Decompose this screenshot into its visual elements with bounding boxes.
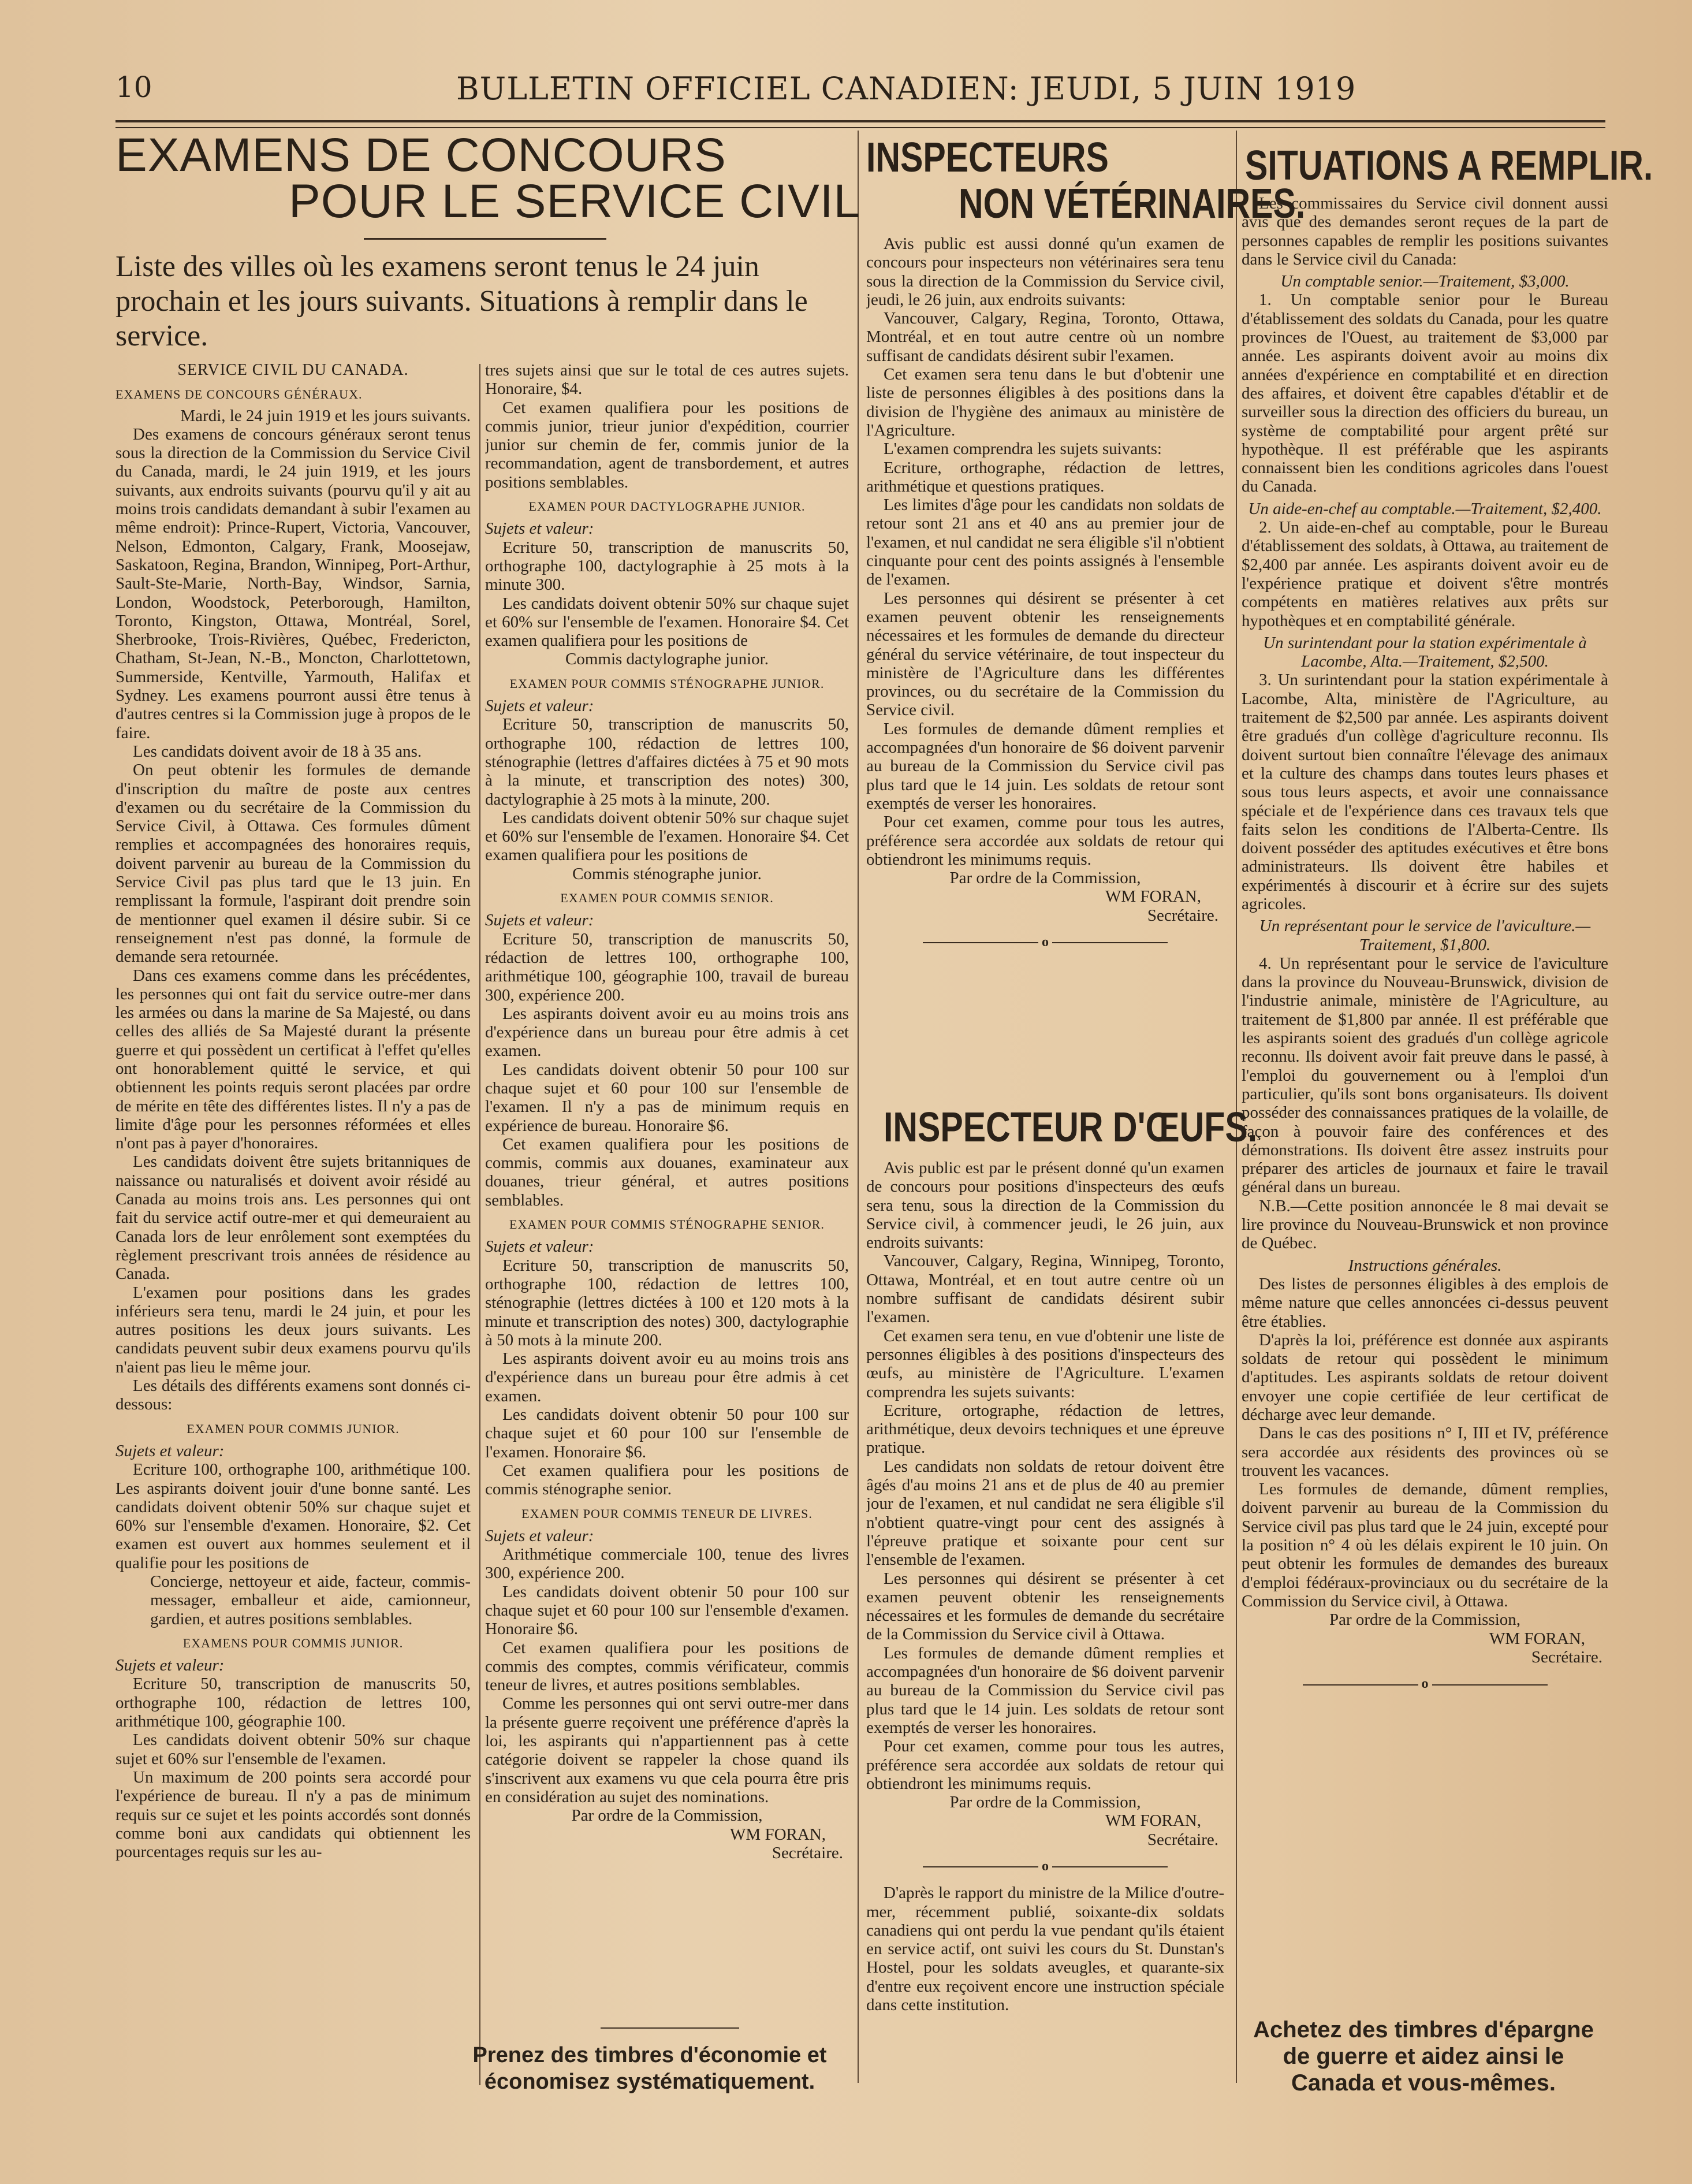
oeufs-paragraph: Les formules de demande dûment remplies et accompagnées d'un honoraire de $6 doivent parvenir au bureau de la Commission du Service civil pas plus tard que le 14 juin. Les soldats de retour sont exemptés de verser les honoraires. — [866, 1643, 1224, 1737]
oeufs-paragraph: Les personnes qui désirent se présenter à cet examen peuvent obtenir les renseignements nécessaires et les formules de demande du secrétaire de la Commission du Service civil à Ottawa. — [866, 1569, 1224, 1644]
exam-date: Mardi, le 24 juin 1919 et les jours suivants. — [180, 406, 471, 425]
page-number: 10 — [115, 70, 152, 104]
column-rule — [479, 364, 480, 2085]
exams-paragraph: Les candidats doivent obtenir 50 pour 100 sur chaque sujet et 60 pour 100 sur l'ensemble de l'examen. Il n'y a pas de minimum requis en expérience de bureau. Honoraire $6. — [485, 1060, 849, 1135]
subjects-label: Sujets et valeur: — [485, 1526, 594, 1545]
inspecteurs-paragraph: Ecriture, orthographe, rédaction de lettres, arithmétique et questions pratiques. — [866, 458, 1224, 496]
exams-subtitle: Liste des villes où les examens seront tenus le 24 juin prochain et les jours suivants. Situations à remplir dans le service. — [115, 250, 808, 352]
exams-paragraph: Ecriture 50, transcription de manuscrits 50, orthographe 100, rédaction de lettres 100, sténographie (lettres dictées à 100 et 120 mots à la minute et transcription des notes) 300, dactylographie à 50 mots à la minute 200. — [485, 1256, 849, 1349]
oeufs-paragraph: Les candidats non soldats de retour doivent être âgés d'au moins 21 ans et de plus de 40 au premier jour de l'examen, et nul candidat ne sera éligible s'il n'obtient quatre-vingt pour cent des assignés à l'épreuve pratique et soixante pour cent sur l'ensemble de l'examen. — [866, 1457, 1224, 1569]
exams-paragraph: Cet examen qualifiera pour les positions de commis, commis aux douanes, examinateur aux douanes, trieur général, et autres positions semblables. — [485, 1134, 849, 1210]
exams-paragraph: Les candidats doivent avoir de 18 à 35 ans. — [133, 742, 422, 761]
exams-paragraph: Dans ces examens comme dans les précédentes, les personnes qui ont fait du service outre-mer dans les armées ou dans la marine de Sa Majesté, ou dans celles des alliés de Sa Majesté durant la présente guerre et qui possèdent un certificat à l'effet qu'elles ont honorablement quitté le service, et qui obtiennent les points requis seront placées par ordre de mérite en tête des différentes listes. Il n'y a pas de limite d'âge pour les personnes réformées et elles n'ont pas à payer d'honoraires. — [115, 966, 471, 1153]
oeufs-paragraph: Vancouver, Calgary, Regina, Winnipeg, Toronto, Ottawa, Montréal, et en tout autre centre où un nombre suffisant de candidats désirent subir l'examen. — [866, 1252, 1224, 1327]
order-line: Par ordre de la Commission, — [949, 1793, 1141, 1812]
situations-paragraph: 1. Un comptable senior pour le Bureau d'établissement des soldats du Canada, pour les quatre provinces de l'Ouest, au traitement de $3,000 par année. Les aspirants doivent avoir au moins dix années d'expérience en comptabilité et en direction des affaires, et doivent être capables d'établir et de surveiller sous la direction des officiers du bureau, un système de comptabilité pour argent prêté sur hypothèque. Il est préférable que les aspirants connaissent bien les conditions agricoles dans l'ouest du Canada. — [1242, 291, 1608, 496]
subjects-label: Sujets et valeur: — [485, 697, 594, 716]
situations-column — [1242, 131, 1653, 2096]
subjects-label: Sujets et valeur: — [115, 1441, 225, 1460]
exams-paragraph: tres sujets ainsi que sur le total de ces autres sujets. Honoraire, $4. — [485, 361, 849, 399]
exams-paragraph: Les candidats doivent être sujets britanniques de naissance ou naturalisés et doivent avoir résidé au Canada au moins trois ans. Les personnes qui ont fait du service actif outre-mer et qui demeuraient au Canada lors de leur enrôlement sont exemptées du règlement prescrivant trois années de résidence au Canada. — [115, 1152, 471, 1283]
exams-paragraph: Ecriture 50, transcription de manuscrits 50, rédaction de lettres 100, orthographe 100, arithmétique 100, géographie 100, travail de bureau 300, expérience 200. — [485, 929, 849, 1004]
position-heading: Un représentant pour le service de l'aviculture.—Traitement, $1,800. — [1259, 917, 1591, 954]
section-separator: o — [866, 1857, 1224, 1876]
section-heading: EXAMEN POUR COMMIS TENEUR DE LIVRES. — [521, 1506, 813, 1521]
exams-paragraph: Les aspirants doivent avoir eu au moins trois ans d'expérience dans un bureau pour être admis à cet examen. — [485, 1349, 849, 1405]
subjects-label: Sujets et valeur: — [115, 1656, 225, 1675]
section-separator: o — [1242, 1675, 1608, 1693]
section-separator: o — [866, 933, 1224, 951]
situations-paragraph: Les formules de demande, dûment remplies, doivent parvenir au bureau de la Commission du Service civil pas plus tard que le 24 juin, excepté pour la position n° 4 où les délais expirent le 10 juin. On peut obtenir les formules de demandes des bureaux d'emploi fédéraux-provinciaux ou du secrétaire de la Commission du Service civil, à Ottawa. — [1242, 1480, 1608, 1610]
position-heading: Un comptable senior.—Traitement, $3,000. — [1280, 272, 1570, 291]
title-rule — [364, 238, 606, 240]
running-title: BULLETIN OFFICIEL CANADIEN: JEUDI, 5 JUIN 1919 — [456, 70, 1356, 107]
exams-paragraph: Les candidats doivent obtenir 50% sur chaque sujet et 60% sur l'ensemble de l'examen. — [115, 1731, 471, 1768]
oeufs-paragraph: Cet examen sera tenu, en vue d'obtenir une liste de personnes éligibles à des positions d'inspecteurs des œufs, au ministère de l'Agriculture. L'examen comprendra les sujets suivants: — [866, 1326, 1224, 1401]
situations-paragraph: D'après la loi, préférence est donnée aux aspirants soldats de retour qui possèdent le minimum d'aptitudes. Les aspirants soldats de retour doivent envoyer une copie certifiée de leur certificat de décharge avec leur demande. — [1242, 1330, 1608, 1424]
situations-body — [1242, 194, 1608, 1985]
position-list: Commis sténographe junior. — [572, 864, 762, 883]
exams-paragraph: Cet examen qualifiera pour les positions de commis junior, trieur junior d'expédition, courrier junior sur chemin de fer, commis junior de la recommandation, agent de transbordement, et autres positions semblables. — [485, 398, 849, 492]
exams-paragraph: Les candidats doivent obtenir 50 pour 100 sur chaque sujet et 60 pour 100 sur l'ensemble d'examen. Honoraire $6. — [485, 1582, 849, 1639]
situations-note: N.B.—Cette position annoncée le 8 mai devait se lire province du Nouveau-Brunswick et non province de Québec. — [1242, 1196, 1608, 1253]
order-line: Par ordre de la Commission, — [1329, 1610, 1521, 1629]
dunstan-notice: D'après le rapport du ministre de la Milice d'outre-mer, récemment publié, soixante-dix soldats canadiens qui ont perdu la vue pendant qu'ils étaient en service actif, ont suivi les cours du St. Dunstan's Hostel, pour les soldats aveugles, et quarante-six d'entre eux reçoivent encore une instruction spéciale dans cette institution. — [866, 1884, 1224, 2015]
inspecteurs-title-line1: INSPECTEURS — [866, 135, 1109, 181]
subjects-label: Sujets et valeur: — [485, 1237, 594, 1256]
inspecteurs-paragraph: Vancouver, Calgary, Regina, Toronto, Ottawa, Montréal, et en tout autre centre où un nombre suffisant de candidats désirent subir l'examen. — [866, 309, 1224, 365]
exams-title-line2: POUR LE SERVICE CIVIL — [289, 175, 861, 228]
war-stamp-promo: Achetez des timbres d'épargne de guerre et aidez ainsi le Canada et vous-mêmes. — [1253, 2017, 1594, 2096]
section-heading: EXAMEN POUR DACTYLOGRAPHE JUNIOR. — [528, 499, 806, 514]
exams-paragraph: Les candidats doivent obtenir 50% sur chaque sujet et 60% sur l'ensemble de l'examen. Honoraire $4. Cet examen qualifiera pour les positions de — [485, 808, 849, 865]
exams-paragraph: Ecriture 50, transcription de manuscrits 50, orthographe 100, rédaction de lettres 100, arithmétique 100, géographie 100. — [115, 1675, 471, 1731]
service-label: SERVICE CIVIL DU CANADA. — [177, 361, 409, 379]
section-heading: EXAMEN POUR COMMIS SENIOR. — [560, 891, 774, 906]
inspecteurs-paragraph: Pour cet examen, comme pour tous les autres, préférence sera accordée aux soldats de retour qui obtiendront les minimums requis. — [866, 813, 1224, 869]
inspecteurs-paragraph: Les personnes qui désirent se présenter à cet examen peuvent obtenir les renseignements nécessaires et les formules de demande du directeur général du service vétérinaire, de tout inspecteur du ministère de l'Agriculture dans les différentes provinces, ou du secrétaire de la Commission du Service civil. — [866, 589, 1224, 720]
header-rule — [115, 120, 1605, 122]
position-list: Concierge, nettoyeur et aide, facteur, commis-messager, emballeur et aide, camionneur, gardien, et autres positions semblables. — [150, 1572, 471, 1628]
inspecteurs-title-line2: NON VÉTÉRINAIRES. — [959, 181, 1306, 227]
column-rule — [858, 131, 859, 2083]
exams-paragraph: Les aspirants doivent avoir eu au moins trois ans d'expérience dans un bureau pour être admis à cet examen. — [485, 1004, 849, 1061]
signature-title: Secrétaire. — [1531, 1647, 1602, 1666]
exams-paragraph: Cet examen qualifiera pour les positions de commis sténographe senior. — [485, 1461, 849, 1499]
inspecteurs-paragraph: Les limites d'âge pour les candidats non soldats de retour sont 21 ans et 40 ans au premier jour de l'examen, et nul candidat ne sera éligible s'il n'obtient cinquante pour cent des points assignés à l'ensemble de l'examen. — [866, 496, 1224, 589]
signature: WM FORAN, — [1105, 1811, 1201, 1830]
savings-stamp-promo: Prenez des timbres d'économie et économisez systématiquement. — [472, 2043, 827, 2094]
exams-column-2 — [485, 361, 849, 1967]
signature-title: Secrétaire. — [772, 1843, 843, 1862]
exams-paragraph: Ecriture 100, orthographe 100, arithmétique 100. Les aspirants doivent jouir d'une bonne santé. Les candidats doivent obtenir 50% sur chaque sujet et 60% sur l'ensemble d'examen. Honoraire, $2. Cet examen est ouvert aux hommes seulement et il qualifie pour les positions de — [115, 1460, 471, 1572]
inspecteurs-paragraph: Cet examen sera tenu dans le but d'obtenir une liste de personnes éligibles à des positions dans la division de l'hygiène des animaux au ministère de l'Agriculture. — [866, 365, 1224, 440]
exams-paragraph: Arithmétique commerciale 100, tenue des livres 300, expérience 200. — [485, 1545, 849, 1583]
exams-paragraph: Des examens de concours généraux seront tenus sous la direction de la Commission du Service Civil du Canada, mardi, le 24 juin 1919, et les jours suivants, aux endroits suivants (pourvu qu'il y ait au moins trois candidats demandant à subir l'examen au même endroit): Prince-Rupert, Victoria, Vancouver, Nelson, Edmonton, Calgary, Frank, Moosejaw, Saskatoon, Regina, Brandon, Winnipeg, Port-Arthur, Sault-Ste-Marie, North-Bay, Windsor, Sarnia, London, Woodstock, Peterborough, Hamilton, Toronto, Kingston, Ottawa, Montréal, Sorel, Sherbrooke, Trois-Rivières, Québec, Fredericton, Chatham, St-Jean, N.-B., Moncton, Charlottetown, Summerside, Kentville, Yarmouth, Halifax et Sydney. Les examens pourront aussi être tenus à d'autres centres si la Commission juge à propos de le faire. — [115, 425, 471, 742]
subjects-label: Sujets et valeur: — [485, 519, 594, 538]
order-line: Par ordre de la Commission, — [949, 869, 1141, 888]
exams-paragraph: Les candidats doivent obtenir 50% sur chaque sujet et 60% sur l'ensemble de l'examen. Honoraire $4. Cet examen qualifiera pour les positions de — [485, 594, 849, 650]
situations-paragraph: 3. Un surintendant pour la station expérimentale à Lacombe, Alta, ministère de l'Agriculture, au traitement de $2,500 par année. Les aspirants doivent être gradués d'un collège d'agriculture reconnu. Ils doivent surtout bien connaître l'élevage des animaux et la culture des champs dans toutes leurs phases et sous tous leurs aspects, et avoir une connaissance spéciale et de l'expérience dans ces travaux tels que faits selon les conditions de l'Alberta-Centre. Ils doivent posséder des aptitudes exécutives et être bons administrateurs. Ils doivent être habiles et expérimentés à discourir et à écrire sur des sujets agricoles. — [1242, 671, 1608, 913]
exams-paragraph: Les candidats doivent obtenir 50 pour 100 sur chaque sujet et 60 pour 100 sur l'ensemble de l'examen. Honoraire $6. — [485, 1405, 849, 1461]
exams-paragraph: L'examen pour positions dans les grades inférieurs sera tenu, mardi le 24 juin, et pour les autres positions les deux jours suivants. Les candidats peuvent subir deux examens pourvu qu'ils n'aient pas lieu le même jour. — [115, 1283, 471, 1376]
column-2-separator — [601, 2027, 739, 2029]
signature: WM FORAN, — [1105, 887, 1201, 906]
exams-paragraph: Comme les personnes qui ont servi outre-mer dans la présente guerre reçoivent une préférence d'après la loi, les aspirants qui n'appartiennent pas à cette catégorie doivent se rappeler la chose quand ils s'inscrivent aux examens vu que cela pourra être pris en considération au sujet des nominations. — [485, 1694, 849, 1806]
signature: WM FORAN, — [1489, 1629, 1585, 1648]
page-header — [115, 65, 1605, 128]
generaux-heading: EXAMENS DE CONCOURS GÉNÉRAUX. — [115, 387, 363, 402]
exams-paragraph: Un maximum de 200 points sera accordé pour l'expérience de bureau. Il n'y a pas de minimum requis sur ce sujet et les points accordés sont donnés comme boni aux candidats qui obtiennent les pourcentages requis sur les au- — [115, 1768, 471, 1862]
situations-paragraph: Des listes de personnes éligibles à des emplois de même nature que celles annoncées ci-dessus peuvent être établies. — [1242, 1274, 1608, 1331]
exams-paragraph: Ecriture 50, transcription de manuscrits 50, orthographe 100, dactylographie à 25 mots à la minute 300. — [485, 538, 849, 594]
exams-headline — [115, 128, 861, 359]
oeufs-paragraph: Ecriture, ortographe, rédaction de lettres, arithmétique, deux devoirs techniques et une épreuve pratique. — [866, 1401, 1224, 1457]
signature-title: Secrétaire. — [1147, 906, 1218, 925]
section-heading: EXAMEN POUR COMMIS STÉNOGRAPHE JUNIOR. — [509, 676, 825, 691]
oeufs-body — [866, 1159, 1224, 2094]
inspecteurs-paragraph: Avis public est aussi donné qu'un examen de concours pour inspecteurs non vétérinaires sera tenu sous la direction de la Commission du Service civil, jeudi, le 26 juin, aux endroits suivants: — [866, 235, 1224, 309]
position-heading: Un surintendant pour la station expérimentale à Lacombe, Alta.—Traitement, $2,500. — [1263, 633, 1587, 671]
inspecteurs-paragraph: Les formules de demande dûment remplies et accompagnées d'un honoraire de $6 doivent parvenir au bureau de la Commission du Service civil pas plus tard que le 14 juin. Les soldats de retour sont exemptés de verser les honoraires. — [866, 719, 1224, 813]
signature: WM FORAN, — [730, 1825, 826, 1844]
exams-paragraph: On peut obtenir les formules de demande d'inscription du maître de poste aux centres d'examen ou du secrétaire de la Commission du Service Civil, à Ottawa. Ces formules dûment remplies et accompagnées des honoraires requis, doivent parvenir au bureau de la Commission du Service Civil pas plus tard que le 13 juin. En remplissant la formule, l'aspirant doit prendre soin de mentionner quel examen il désire subir. Si ce renseignement n'est pas donné, la formule de demande sera retournée. — [115, 761, 471, 966]
exams-paragraph: Ecriture 50, transcription de manuscrits 50, orthographe 100, rédaction de lettres 100, sténographie (lettres d'affaires dictées à 75 et 90 mots à la minute, et transcription des notes) 300, dactylographie à 25 mots à la minute, 200. — [485, 715, 849, 809]
section-heading: EXAMEN POUR COMMIS JUNIOR. — [187, 1421, 400, 1436]
situations-paragraph: 4. Un représentant pour le service de l'aviculture dans la province du Nouveau-Brunswick, division de l'industrie animale, ministère de l'Agriculture, au traitement de $1,800 par année. Il est préférable que les aspirants soient des gradués d'un collège agricole reconnu. Ils doivent avoir fait preuve dans le passé, à l'emploi du gouvernement ou à l'emploi d'un particulier, qu'ils sont bons organisateurs. Ils doivent posséder des connaissances pratiques de la volaille, de façon à pouvoir faire des conférences et des démonstrations. Ils doivent être assez instruits pour préparer des articles de journaux et faire le travail général dans un bureau. — [1242, 954, 1608, 1197]
exams-title-line1: EXAMENS DE CONCOURS — [115, 129, 726, 181]
inspecteurs-body — [866, 235, 1224, 1193]
situations-paragraph: Les commissaires du Service civil donnent aussi avis que des demandes seront reçues de la part de personnes capables de remplir les positions suivantes dans le Service civil du Canada: — [1242, 194, 1608, 269]
instructions-heading: Instructions générales. — [1348, 1256, 1502, 1275]
situations-paragraph: Dans le cas des positions n° I, III et IV, préférence sera accordée aux résidents des provinces où se trouvent les vacances. — [1242, 1424, 1608, 1480]
oeufs-paragraph: Avis public est par le présent donné qu'un examen de concours pour positions d'inspecteurs des œufs sera tenu, sous la direction de la Commission du Service civil, à commencer jeudi, le 26 juin, aux endroits suivants: — [866, 1159, 1224, 1252]
oeufs-paragraph: Pour cet examen, comme pour tous les autres, préférence sera accordée aux soldats de retour qui obtiendront les minimums requis. — [866, 1737, 1224, 1793]
order-line: Par ordre de la Commission, — [571, 1806, 763, 1825]
inspecteurs-column — [866, 131, 1306, 2094]
situations-title: SITUATIONS A REMPLIR. — [1245, 143, 1653, 189]
section-heading: EXAMEN POUR COMMIS STÉNOGRAPHE SENIOR. — [509, 1217, 825, 1232]
position-heading: Un aide-en-chef au comptable.—Traitement, $2,400. — [1248, 499, 1602, 518]
subjects-label: Sujets et valeur: — [485, 911, 594, 930]
oeufs-title: INSPECTEUR D'ŒUFS. — [884, 1104, 1258, 1151]
position-list: Commis dactylographe junior. — [565, 650, 769, 669]
exams-column-1 — [115, 361, 471, 2094]
situations-paragraph: 2. Un aide-en-chef au comptable, pour le Bureau d'établissement des soldats, à Ottawa, au traitement de $2,400 par année. Les aspirants doivent avoir eu de l'expérience pratique et doivent s'être montrés compétents en matières relatives aux prêts sur hypothèques et en comptabilité générale. — [1242, 518, 1608, 630]
section-heading: EXAMENS POUR COMMIS JUNIOR. — [182, 1635, 404, 1650]
inspecteurs-paragraph: L'examen comprendra les sujets suivants: — [884, 440, 1162, 459]
signature-title: Secrétaire. — [1147, 1830, 1218, 1849]
exams-paragraph: Les détails des différents examens sont donnés ci-dessous: — [115, 1376, 471, 1414]
exams-paragraph: Cet examen qualifiera pour les positions de commis des comptes, commis vérificateur, commis teneur de livres, et autres positions semblables. — [485, 1638, 849, 1695]
